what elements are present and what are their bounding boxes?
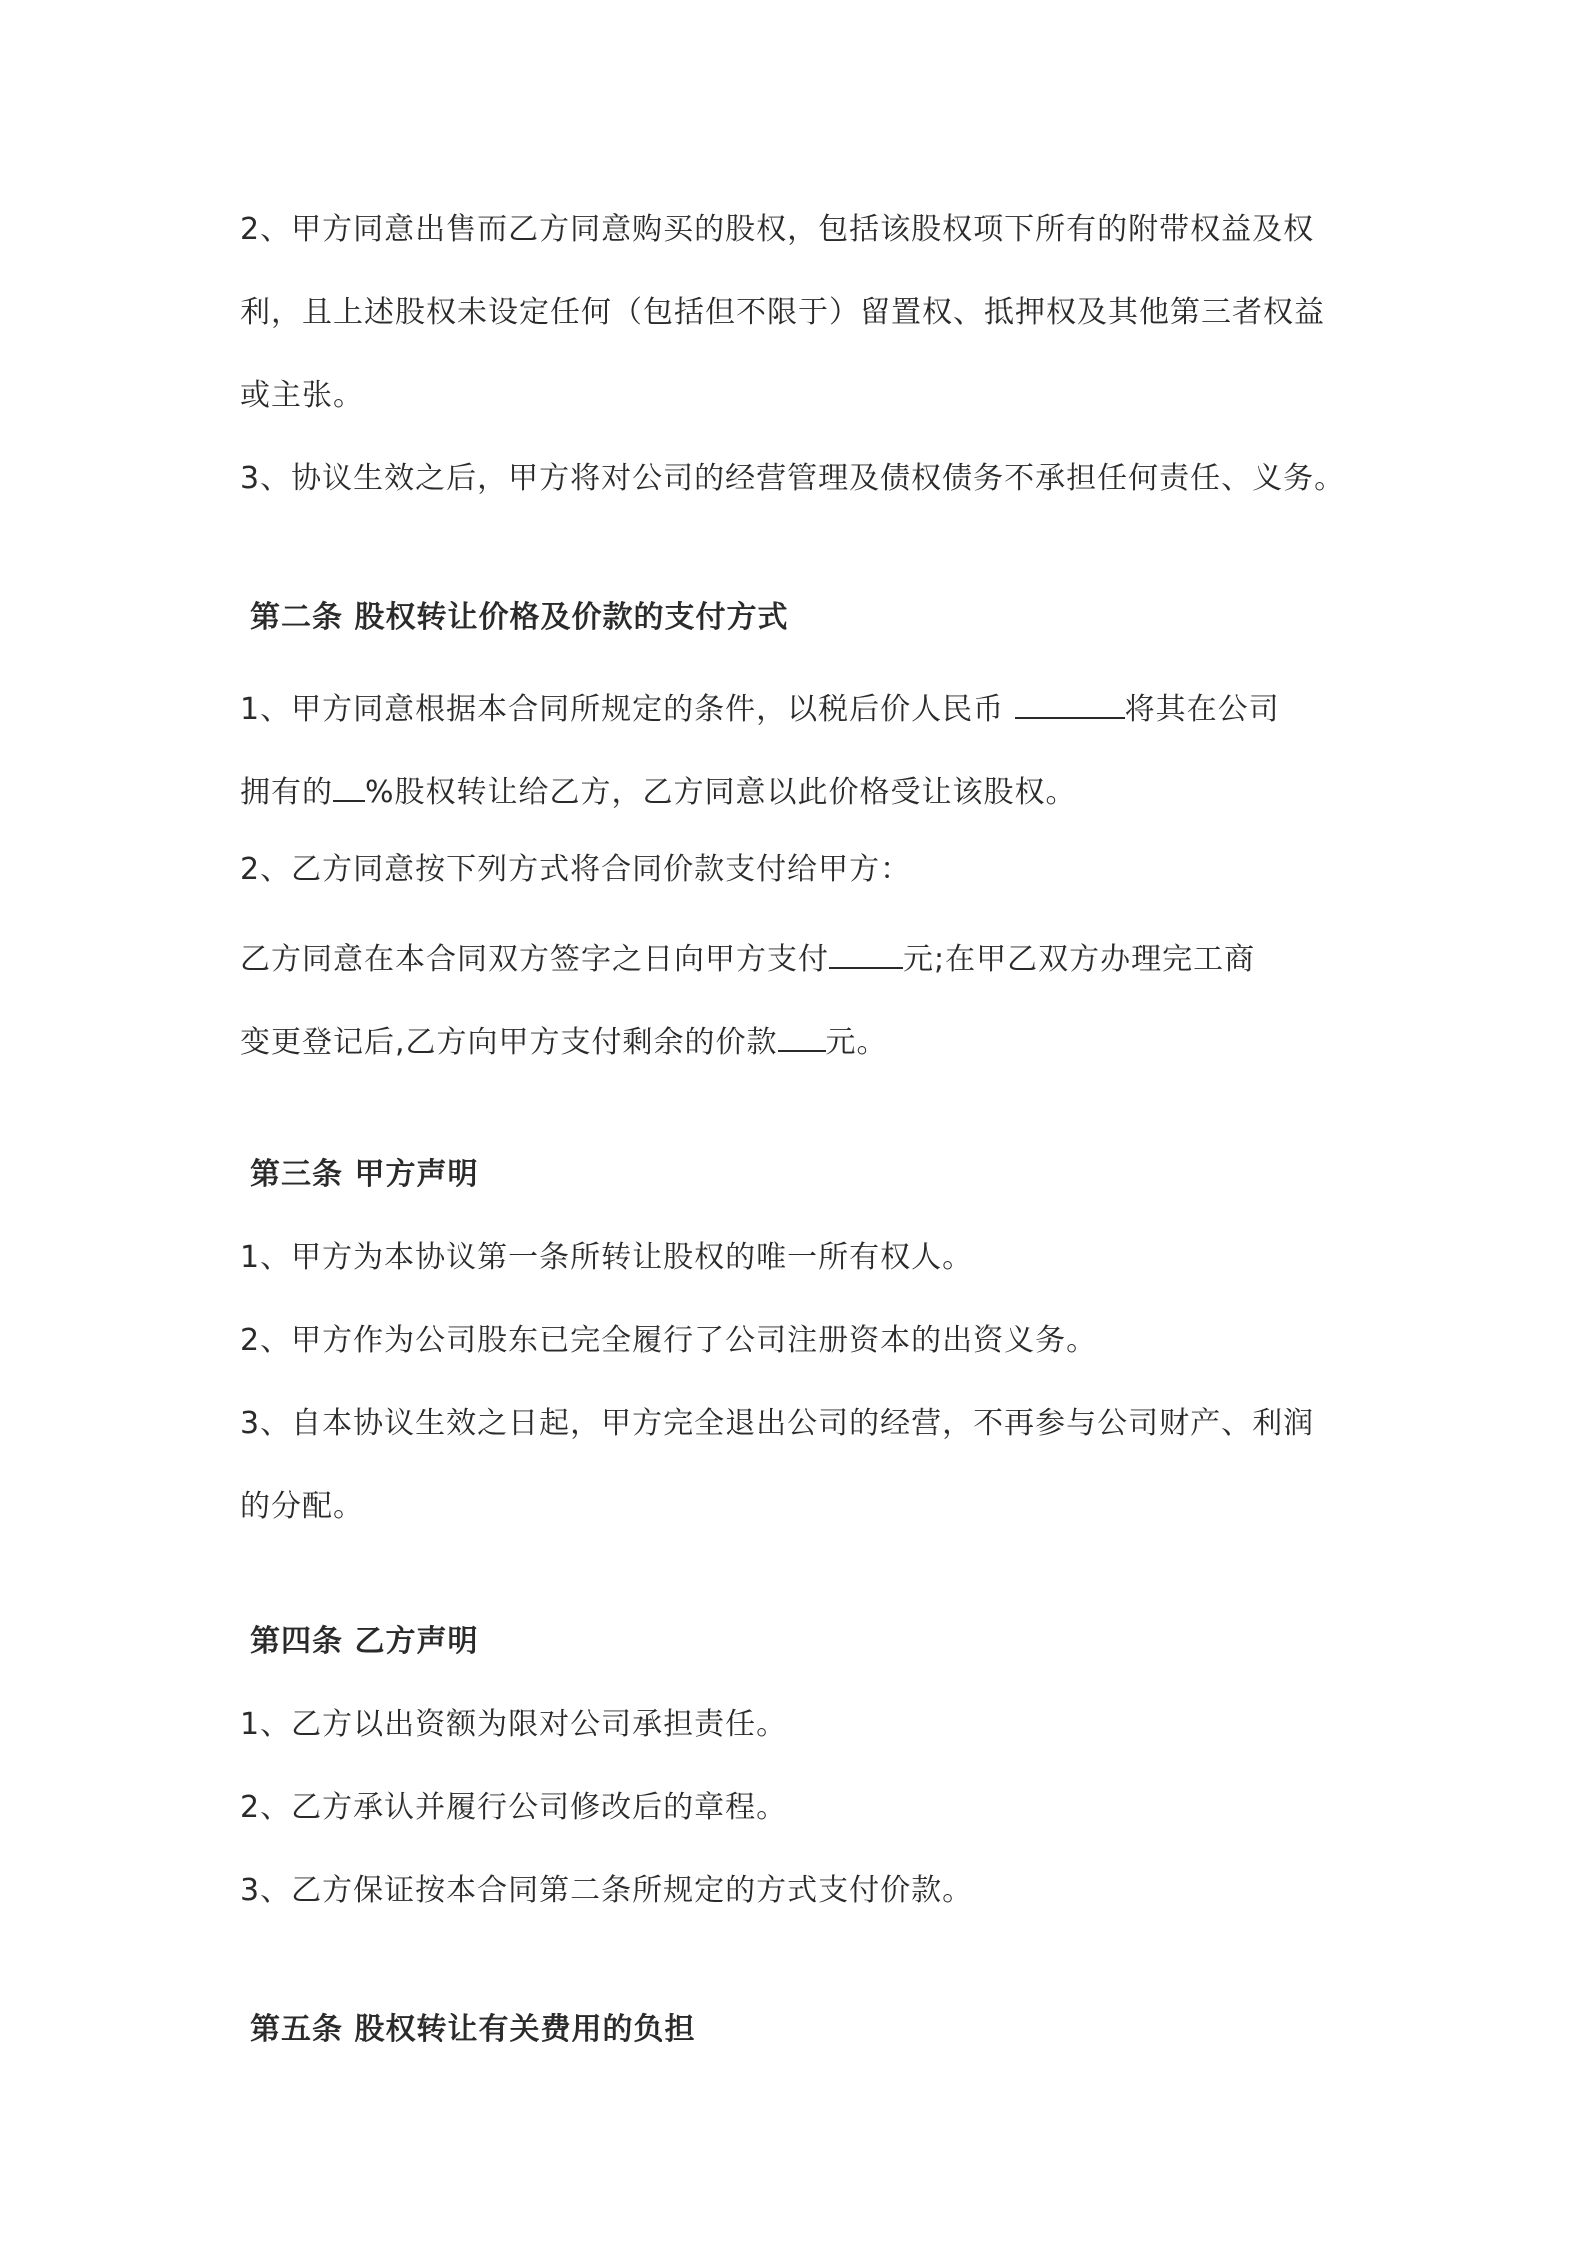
article-4-item: 2、乙方承认并履行公司修改后的章程。 <box>240 1790 788 1825</box>
clause-text: 变更登记后,乙方向甲方支付剩余的价款 <box>240 1025 778 1060</box>
paragraph-line: 或主张。 <box>240 378 364 413</box>
article-5-heading: 第五条 股权转让有关费用的负担 <box>250 2012 696 2047</box>
article-2-clause-2: 2、乙方同意按下列方式将合同价款支付给甲方： <box>240 852 912 887</box>
article-4-item: 3、乙方保证按本合同第二条所规定的方式支付价款。 <box>240 1873 974 1908</box>
article-2-clause-3-line-1 <box>240 935 1360 980</box>
clause-text: %股权转让给乙方，乙方同意以此价格受让该股权。 <box>365 775 1077 810</box>
article-2-clause-1-line-2 <box>240 768 1360 813</box>
article-3-item: 的分配。 <box>240 1489 364 1524</box>
article-2-heading: 第二条 股权转让价格及价款的支付方式 <box>250 600 789 635</box>
clause-text: 乙方同意在本合同双方签字之日向甲方支付 <box>240 942 829 977</box>
article-4-heading: 第四条 乙方声明 <box>250 1624 479 1659</box>
clause-text: 1、甲方同意根据本合同所规定的条件，以税后价人民币 <box>240 692 1015 727</box>
article-2-clause-1-line-1 <box>240 685 1360 730</box>
clause-text: 元;在甲乙双方办理完工商 <box>903 942 1256 977</box>
fill-in-blank <box>1015 685 1125 719</box>
clause-text: 将其在公司 <box>1124 692 1280 727</box>
article-2-clause-3-line-2 <box>240 1018 1360 1063</box>
fill-in-blank <box>333 768 365 802</box>
paragraph-line: 2、甲方同意出售而乙方同意购买的股权，包括该股权项下所有的附带权益及权 <box>240 212 1315 247</box>
clause-text: 元。 <box>825 1025 888 1060</box>
article-3-item: 2、甲方作为公司股东已完全履行了公司注册资本的出资义务。 <box>240 1323 1098 1358</box>
paragraph-line: 利，且上述股权未设定任何（包括但不限于）留置权、抵押权及其他第三者权益 <box>240 295 1325 330</box>
fill-in-blank <box>778 1018 826 1052</box>
article-3-heading: 第三条 甲方声明 <box>250 1157 479 1192</box>
article-4-item: 1、乙方以出资额为限对公司承担责任。 <box>240 1707 788 1742</box>
article-3-item: 3、自本协议生效之日起，甲方完全退出公司的经营，不再参与公司财产、利润 <box>240 1406 1315 1441</box>
article-3-item: 1、甲方为本协议第一条所转让股权的唯一所有权人。 <box>240 1240 974 1275</box>
fill-in-blank <box>829 935 903 969</box>
paragraph-line: 3、协议生效之后，甲方将对公司的经营管理及债权债务不承担任何责任、义务。 <box>240 461 1346 496</box>
clause-text: 拥有的 <box>240 775 333 810</box>
